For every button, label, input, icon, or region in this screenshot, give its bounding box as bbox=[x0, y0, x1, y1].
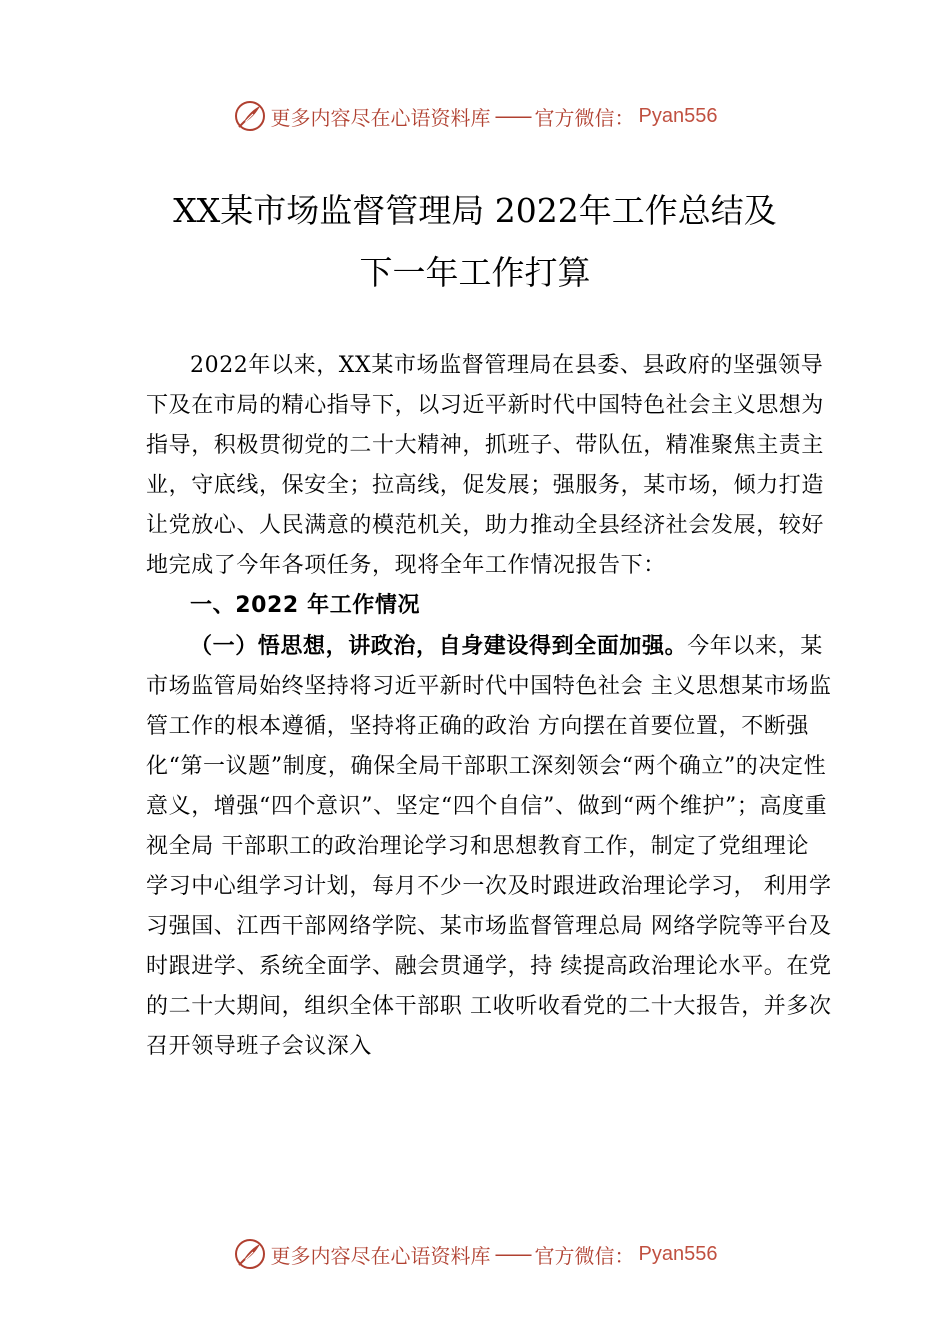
document-title bbox=[100, 180, 850, 304]
section-heading: 一、2022 年工作情况 bbox=[190, 593, 421, 618]
intro-paragraph: 2022年以来，XX某市场监督管理局在县委、县政府的坚强领导下及在市局的精心指导下，以习近平新时代中国特色社会主义思想为指导，积极贯彻党的二十大精神，抓班子、带队伍，精准聚焦主责主业，守底线，保安全；拉高线，促发展；强服务，某市场，倾力打造让党放心、人民满意的模范机关，助力推动全县经济社会发展，较好地完成了今年各项任务，现将全年工作情况报告下： bbox=[146, 353, 825, 578]
watermark-dash: —— bbox=[494, 1242, 531, 1266]
feather-pen-logo-icon bbox=[233, 99, 267, 133]
watermark-official-label: 官方微信： bbox=[534, 105, 635, 130]
footer-watermark bbox=[0, 1234, 950, 1274]
watermark-wechat-id: Pyan556 bbox=[638, 1242, 718, 1265]
watermark-brand: 更多内容尽在心语资料库 bbox=[270, 1243, 491, 1268]
title-line-1: XX某市场监督管理局 2022年工作总结及 bbox=[173, 191, 777, 230]
watermark-wechat-id: Pyan556 bbox=[638, 104, 718, 127]
title-line-2: 下一年工作打算 bbox=[359, 253, 591, 292]
subsection-lead: （一）悟思想，讲政治，自身建设得到全面加强。 bbox=[190, 633, 688, 659]
document-body bbox=[146, 346, 836, 1067]
feather-pen-logo-icon bbox=[233, 1237, 267, 1271]
subsection-body: 今年以来，某市场监管局始终坚持将习近平新时代中国特色社会 主义思想某市场监管工作的根本遵循，坚持将正确的政治 方向摆在首要位置，不断强化“第一议题”制度，确保全局干部职工深刻领会“两个确立”的决定性意义，增强“四个意识”、坚定“四个自信”、做到“两个维护”；高度重视全局 干部职工的政治理论学习和思想教育工作，制定了党组理论 学习中心组学习计划，每月不少一次及时跟进政治理论学习， 利用学习强国、江西干部网络学院、某市场监督管理总局 网络学院等平台及时跟进学、系统全面学、融会贯通学，持 续提高政治理论水平。在党的二十大期间，组织全体干部职 工收听收看党的二十大报告，并多次召开领导班子会议深入 bbox=[146, 634, 832, 1059]
watermark-dash: —— bbox=[494, 104, 531, 128]
subsection-paragraph bbox=[146, 626, 836, 1067]
header-watermark bbox=[0, 96, 950, 136]
watermark-official-label: 官方微信： bbox=[534, 1243, 635, 1268]
watermark-brand: 更多内容尽在心语资料库 bbox=[270, 105, 491, 130]
